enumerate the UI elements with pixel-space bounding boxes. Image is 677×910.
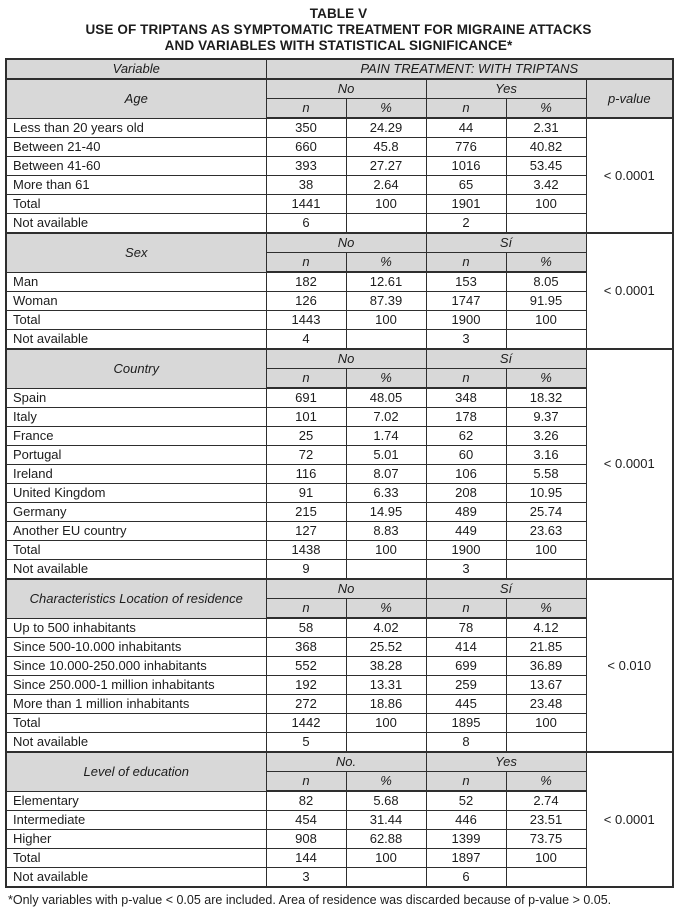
yes-n-cell: 52	[426, 791, 506, 811]
yes-n-cell: 1016	[426, 157, 506, 176]
yes-group-header: Sí	[426, 349, 586, 369]
table-row	[6, 541, 673, 560]
no-group-header: No.	[266, 752, 426, 772]
no-pct-cell: 100	[346, 541, 426, 560]
no-pct-cell: 8.83	[346, 522, 426, 541]
no-n-cell: 272	[266, 695, 346, 714]
n-header: n	[426, 253, 506, 273]
no-pct-cell: 100	[346, 849, 426, 868]
no-n-cell: 25	[266, 427, 346, 446]
table-row	[6, 446, 673, 465]
yes-pct-cell: 100	[506, 714, 586, 733]
row-label: Total	[6, 714, 266, 733]
no-pct-cell: 6.33	[346, 484, 426, 503]
no-pct-cell: 2.64	[346, 176, 426, 195]
yes-pct-cell: 4.12	[506, 618, 586, 638]
no-pct-cell: 38.28	[346, 657, 426, 676]
yes-n-cell: 60	[426, 446, 506, 465]
table-row	[6, 714, 673, 733]
no-pct-cell: 87.39	[346, 292, 426, 311]
yes-n-cell: 1897	[426, 849, 506, 868]
row-label: Not available	[6, 560, 266, 580]
yes-n-cell: 153	[426, 272, 506, 292]
no-group-header: No	[266, 349, 426, 369]
yes-n-cell: 6	[426, 868, 506, 888]
yes-n-cell: 259	[426, 676, 506, 695]
no-n-cell: 192	[266, 676, 346, 695]
pct-header: %	[506, 369, 586, 389]
n-header: n	[426, 772, 506, 792]
yes-pct-cell: 53.45	[506, 157, 586, 176]
no-pct-cell: 7.02	[346, 408, 426, 427]
table-row	[6, 503, 673, 522]
row-label: Germany	[6, 503, 266, 522]
yes-pct-cell: 3.16	[506, 446, 586, 465]
n-header: n	[426, 369, 506, 389]
n-header: n	[266, 772, 346, 792]
yes-n-cell: 1901	[426, 195, 506, 214]
no-pct-cell: 8.07	[346, 465, 426, 484]
no-pct-cell	[346, 214, 426, 234]
yes-group-header: Sí	[426, 579, 586, 599]
no-pct-cell: 62.88	[346, 830, 426, 849]
table-row	[6, 560, 673, 580]
no-n-cell: 126	[266, 292, 346, 311]
no-n-cell: 3	[266, 868, 346, 888]
no-pct-cell: 4.02	[346, 618, 426, 638]
no-n-cell: 127	[266, 522, 346, 541]
pct-header: %	[506, 253, 586, 273]
no-pct-cell: 100	[346, 195, 426, 214]
row-label: Between 41-60	[6, 157, 266, 176]
no-n-cell: 5	[266, 733, 346, 753]
no-pct-cell: 45.8	[346, 138, 426, 157]
no-n-cell: 72	[266, 446, 346, 465]
section-label-sex: Sex	[6, 233, 266, 272]
yes-pct-cell: 100	[506, 541, 586, 560]
table-row	[6, 388, 673, 408]
pct-header: %	[346, 253, 426, 273]
table-row	[6, 349, 673, 369]
yes-n-cell: 1747	[426, 292, 506, 311]
n-header: n	[426, 599, 506, 619]
yes-group-header: Yes	[426, 79, 586, 99]
row-label: Total	[6, 311, 266, 330]
yes-pct-cell	[506, 214, 586, 234]
table-row	[6, 791, 673, 811]
no-n-cell: 393	[266, 157, 346, 176]
yes-pct-cell: 21.85	[506, 638, 586, 657]
pct-header: %	[506, 99, 586, 119]
row-label: Total	[6, 195, 266, 214]
no-n-cell: 182	[266, 272, 346, 292]
row-label: Spain	[6, 388, 266, 408]
yes-pct-cell: 100	[506, 311, 586, 330]
yes-pct-cell: 36.89	[506, 657, 586, 676]
no-pct-cell: 31.44	[346, 811, 426, 830]
no-pct-cell: 24.29	[346, 118, 426, 138]
row-label: More than 61	[6, 176, 266, 195]
table-row	[6, 214, 673, 234]
table-row	[6, 195, 673, 214]
yes-pct-cell: 100	[506, 849, 586, 868]
yes-pct-cell: 18.32	[506, 388, 586, 408]
table-row	[6, 408, 673, 427]
row-label: Not available	[6, 330, 266, 350]
p-value-header-cell: p-value	[586, 79, 673, 118]
yes-n-cell: 446	[426, 811, 506, 830]
table-row	[6, 233, 673, 253]
table-number: TABLE V	[309, 6, 368, 21]
no-n-cell: 215	[266, 503, 346, 522]
yes-pct-cell: 2.31	[506, 118, 586, 138]
table-row	[6, 330, 673, 350]
n-header: n	[266, 99, 346, 119]
no-pct-cell: 1.74	[346, 427, 426, 446]
yes-n-cell: 3	[426, 330, 506, 350]
yes-pct-cell: 91.95	[506, 292, 586, 311]
no-pct-cell: 25.52	[346, 638, 426, 657]
no-n-cell: 660	[266, 138, 346, 157]
no-pct-cell: 18.86	[346, 695, 426, 714]
row-label: France	[6, 427, 266, 446]
yes-pct-cell: 100	[506, 195, 586, 214]
no-n-cell: 368	[266, 638, 346, 657]
section-label-age: Age	[6, 79, 266, 118]
row-label: Another EU country	[6, 522, 266, 541]
no-pct-cell	[346, 560, 426, 580]
no-n-cell: 6	[266, 214, 346, 234]
yes-n-cell: 62	[426, 427, 506, 446]
no-n-cell: 1443	[266, 311, 346, 330]
yes-n-cell: 65	[426, 176, 506, 195]
yes-n-cell: 2	[426, 214, 506, 234]
no-pct-cell	[346, 330, 426, 350]
table-row	[6, 752, 673, 772]
section-label-residence: Characteristics Location of residence	[6, 579, 266, 618]
no-pct-cell: 5.01	[346, 446, 426, 465]
no-pct-cell: 14.95	[346, 503, 426, 522]
yes-pct-cell	[506, 733, 586, 753]
section-label-country: Country	[6, 349, 266, 388]
yes-pct-cell: 13.67	[506, 676, 586, 695]
yes-n-cell: 489	[426, 503, 506, 522]
row-label: Not available	[6, 214, 266, 234]
no-n-cell: 91	[266, 484, 346, 503]
yes-n-cell: 348	[426, 388, 506, 408]
yes-pct-cell: 5.58	[506, 465, 586, 484]
table-row	[6, 579, 673, 599]
row-label: Up to 500 inhabitants	[6, 618, 266, 638]
table-row	[6, 59, 673, 79]
no-group-header: No	[266, 233, 426, 253]
row-label: Between 21-40	[6, 138, 266, 157]
no-n-cell: 9	[266, 560, 346, 580]
row-label: Not available	[6, 733, 266, 753]
row-label: Portugal	[6, 446, 266, 465]
no-pct-cell	[346, 868, 426, 888]
table-row	[6, 849, 673, 868]
n-header: n	[266, 369, 346, 389]
table-row	[6, 138, 673, 157]
table-row	[6, 176, 673, 195]
table-row	[6, 118, 673, 138]
yes-pct-cell: 25.74	[506, 503, 586, 522]
no-pct-cell: 48.05	[346, 388, 426, 408]
row-label: Total	[6, 541, 266, 560]
yes-pct-cell: 23.51	[506, 811, 586, 830]
row-label: Elementary	[6, 791, 266, 811]
no-pct-cell: 27.27	[346, 157, 426, 176]
yes-n-cell: 106	[426, 465, 506, 484]
no-group-header: No	[266, 79, 426, 99]
row-label: Italy	[6, 408, 266, 427]
no-pct-cell: 12.61	[346, 272, 426, 292]
row-label: Total	[6, 849, 266, 868]
table-row	[6, 484, 673, 503]
no-n-cell: 58	[266, 618, 346, 638]
table-row	[6, 79, 673, 99]
pct-header: %	[346, 599, 426, 619]
no-n-cell: 350	[266, 118, 346, 138]
no-n-cell: 4	[266, 330, 346, 350]
table-row	[6, 427, 673, 446]
n-header: n	[426, 99, 506, 119]
table-row	[6, 522, 673, 541]
no-n-cell: 116	[266, 465, 346, 484]
table-row	[6, 272, 673, 292]
row-label: Since 500-10.000 inhabitants	[6, 638, 266, 657]
yes-pct-cell: 2.74	[506, 791, 586, 811]
table-row	[6, 868, 673, 888]
yes-n-cell: 414	[426, 638, 506, 657]
p-value-cell: < 0.010	[586, 579, 673, 752]
treatment-header-cell: PAIN TREATMENT: WITH TRIPTANS	[266, 59, 673, 79]
n-header: n	[266, 599, 346, 619]
table-row	[6, 657, 673, 676]
yes-pct-cell: 23.48	[506, 695, 586, 714]
table-row	[6, 292, 673, 311]
yes-pct-cell: 3.42	[506, 176, 586, 195]
row-label: More than 1 million inhabitants	[6, 695, 266, 714]
section-label-education: Level of education	[6, 752, 266, 791]
p-value-cell: < 0.0001	[586, 752, 673, 887]
no-n-cell: 454	[266, 811, 346, 830]
yes-pct-cell: 40.82	[506, 138, 586, 157]
yes-pct-cell: 3.26	[506, 427, 586, 446]
row-label: Woman	[6, 292, 266, 311]
no-pct-cell	[346, 733, 426, 753]
table-row	[6, 157, 673, 176]
pct-header: %	[346, 99, 426, 119]
row-label: Man	[6, 272, 266, 292]
yes-n-cell: 78	[426, 618, 506, 638]
row-label: Ireland	[6, 465, 266, 484]
p-value-cell: < 0.0001	[586, 349, 673, 579]
no-n-cell: 552	[266, 657, 346, 676]
yes-n-cell: 1900	[426, 541, 506, 560]
table-row	[6, 465, 673, 484]
yes-n-cell: 1895	[426, 714, 506, 733]
yes-pct-cell	[506, 330, 586, 350]
no-pct-cell: 5.68	[346, 791, 426, 811]
yes-n-cell: 449	[426, 522, 506, 541]
yes-pct-cell: 10.95	[506, 484, 586, 503]
row-label: Since 10.000-250.000 inhabitants	[6, 657, 266, 676]
yes-n-cell: 699	[426, 657, 506, 676]
row-label: Not available	[6, 868, 266, 888]
pct-header: %	[346, 369, 426, 389]
n-header: n	[266, 253, 346, 273]
yes-pct-cell	[506, 560, 586, 580]
yes-group-header: Yes	[426, 752, 586, 772]
no-n-cell: 1441	[266, 195, 346, 214]
yes-pct-cell: 9.37	[506, 408, 586, 427]
yes-n-cell: 3	[426, 560, 506, 580]
table-row	[6, 733, 673, 753]
table-title-block	[0, 0, 677, 54]
yes-group-header: Sí	[426, 233, 586, 253]
table-title-line-2: AND VARIABLES WITH STATISTICAL SIGNIFICANCE*	[164, 38, 513, 53]
row-label: Since 250.000-1 million inhabitants	[6, 676, 266, 695]
no-n-cell: 691	[266, 388, 346, 408]
no-n-cell: 38	[266, 176, 346, 195]
variable-header-cell: Variable	[6, 59, 266, 79]
no-n-cell: 82	[266, 791, 346, 811]
no-pct-cell: 13.31	[346, 676, 426, 695]
yes-n-cell: 1399	[426, 830, 506, 849]
table-row	[6, 311, 673, 330]
yes-n-cell: 208	[426, 484, 506, 503]
yes-n-cell: 178	[426, 408, 506, 427]
no-n-cell: 1438	[266, 541, 346, 560]
row-label: United Kingdom	[6, 484, 266, 503]
p-value-cell: < 0.0001	[586, 118, 673, 233]
yes-pct-cell	[506, 868, 586, 888]
no-n-cell: 1442	[266, 714, 346, 733]
yes-pct-cell: 23.63	[506, 522, 586, 541]
table-row	[6, 638, 673, 657]
row-label: Intermediate	[6, 811, 266, 830]
pct-header: %	[506, 599, 586, 619]
table-row	[6, 830, 673, 849]
no-pct-cell: 100	[346, 714, 426, 733]
pct-header: %	[346, 772, 426, 792]
table-row	[6, 618, 673, 638]
table-row	[6, 695, 673, 714]
no-n-cell: 101	[266, 408, 346, 427]
yes-n-cell: 44	[426, 118, 506, 138]
table-row	[6, 811, 673, 830]
row-label: Less than 20 years old	[6, 118, 266, 138]
triptans-table	[5, 58, 674, 888]
yes-n-cell: 1900	[426, 311, 506, 330]
yes-pct-cell: 8.05	[506, 272, 586, 292]
yes-n-cell: 776	[426, 138, 506, 157]
pct-header: %	[506, 772, 586, 792]
yes-n-cell: 8	[426, 733, 506, 753]
row-label: Higher	[6, 830, 266, 849]
table-title-line-1: USE OF TRIPTANS AS SYMPTOMATIC TREATMENT FOR MIGRAINE ATTACKS	[85, 22, 592, 37]
no-group-header: No	[266, 579, 426, 599]
no-n-cell: 144	[266, 849, 346, 868]
yes-pct-cell: 73.75	[506, 830, 586, 849]
no-pct-cell: 100	[346, 311, 426, 330]
table-footnote: *Only variables with p-value < 0.05 are included. Area of residence was discarded because of p-value > 0.05.	[8, 893, 612, 907]
no-n-cell: 908	[266, 830, 346, 849]
yes-n-cell: 445	[426, 695, 506, 714]
table-row	[6, 676, 673, 695]
p-value-cell: < 0.0001	[586, 233, 673, 349]
